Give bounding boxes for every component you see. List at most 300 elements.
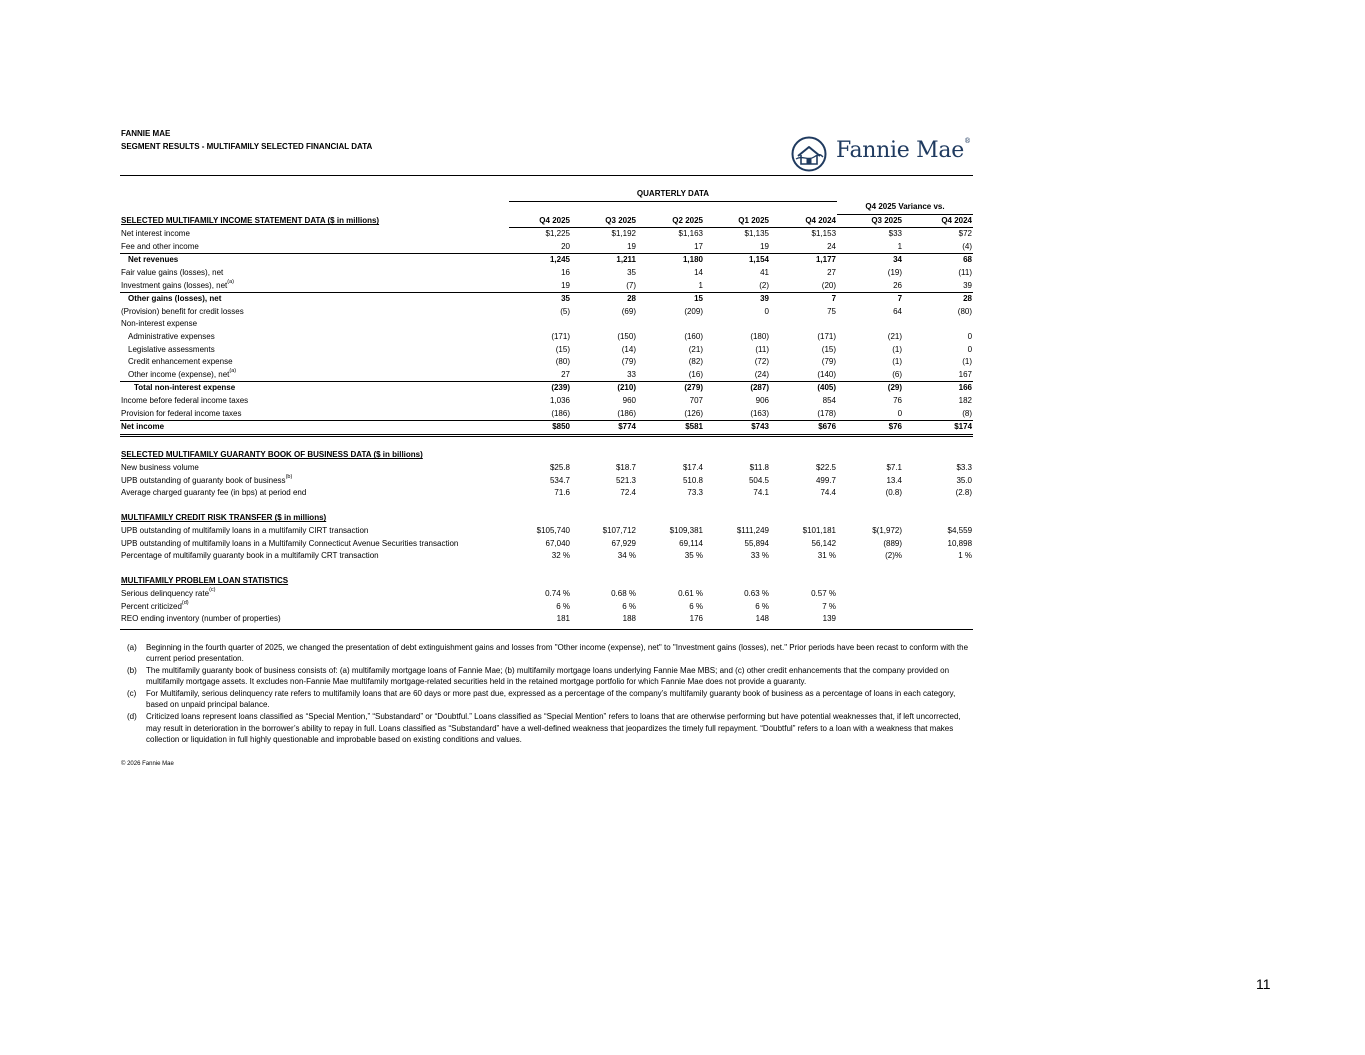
- quarterly-data-label: QUARTERLY DATA: [509, 188, 837, 201]
- table-row: [120, 588, 973, 601]
- row-value: $33: [888, 229, 903, 239]
- row-value: [637, 318, 704, 331]
- row-value: (72): [754, 357, 769, 367]
- row-value: 1,180: [682, 255, 703, 265]
- row-label: [120, 241, 509, 254]
- row-value: (80): [957, 306, 973, 316]
- table-row: [120, 601, 973, 614]
- row-label: [120, 475, 509, 488]
- spacer-cell: [120, 435, 973, 449]
- row-label-text: UPB outstanding of multifamily loans in a Multifamily Connecticut Avenue Securities transaction: [121, 538, 459, 548]
- row-value: 72.4: [620, 488, 636, 498]
- row-value: (14): [621, 344, 636, 354]
- row-label-text: Non-interest expense: [121, 319, 198, 329]
- row-value: 27: [827, 268, 837, 278]
- row-value: 521.3: [615, 475, 636, 485]
- column-header: Q1 2025: [704, 214, 770, 228]
- row-value: (171): [817, 332, 837, 342]
- row-value: 35: [627, 268, 636, 278]
- footnote-c: (c) For Multifamily, serious delinquency rate refers to multifamily loans that are 60 days or more past due, expressed as a percentage of the company’s multifamily guaranty book of business as a percentage of loans in each category, based on unpaid principal balance.: [127, 689, 956, 710]
- row-value: 7 %: [822, 601, 837, 611]
- row-value: 74.1: [753, 488, 769, 498]
- row-label-text: Administrative expenses: [128, 332, 215, 342]
- row-value: 1,211: [616, 255, 636, 265]
- row-label: [120, 369, 509, 382]
- row-value: [903, 318, 973, 331]
- row-label: [120, 267, 509, 280]
- row-value: 26: [837, 280, 903, 293]
- column-header: Q4 2024: [903, 214, 973, 228]
- row-value: 16: [561, 268, 570, 278]
- row-value: $1,225: [545, 229, 570, 239]
- row-value: $774: [571, 421, 637, 436]
- row-value: 1,154: [748, 255, 769, 265]
- row-value: 534.7: [549, 475, 570, 485]
- table-row: [120, 613, 973, 626]
- table-row: [120, 241, 973, 254]
- row-value: 41: [760, 268, 769, 278]
- column-header-row: [120, 214, 973, 228]
- table-row: [120, 254, 973, 267]
- row-label-text: REO ending inventory (number of properties): [121, 614, 281, 624]
- row-value: 71.6: [554, 488, 570, 498]
- row-value: 13.4: [886, 475, 903, 485]
- row-value: [903, 588, 973, 601]
- row-value: (21): [688, 344, 703, 354]
- header-row-variance: [120, 201, 973, 214]
- row-value: 0: [764, 306, 769, 316]
- page-number: 11: [1256, 976, 1271, 992]
- footnote-ref: (d): [181, 599, 189, 606]
- row-value: 33 %: [750, 551, 769, 561]
- row-label: [120, 306, 509, 319]
- row-value: [903, 613, 973, 626]
- row-value: $105,740: [536, 525, 570, 535]
- row-value: $7.1: [886, 462, 903, 472]
- row-value: [770, 318, 837, 331]
- row-value: [837, 613, 903, 626]
- bottom-divider: [120, 629, 973, 630]
- crt-section-title: MULTIFAMILY CREDIT RISK TRANSFER ($ in millions): [121, 513, 327, 523]
- row-value: 0.63 %: [744, 588, 769, 598]
- table-row: [120, 382, 973, 395]
- row-label-text: Credit enhancement expense: [128, 357, 233, 367]
- table-row: [120, 280, 973, 293]
- row-value: (889): [883, 538, 903, 548]
- row-label-text: UPB outstanding of guaranty book of business: [121, 475, 286, 485]
- row-value: 75: [827, 306, 837, 316]
- row-label-text: Net interest income: [121, 229, 190, 239]
- row-label: [120, 421, 509, 436]
- table-row: [120, 525, 973, 538]
- row-value: (11): [755, 344, 769, 354]
- logo-text: Fannie Mae: [836, 138, 964, 163]
- table-row: [120, 408, 973, 421]
- table-row: [120, 356, 973, 369]
- row-label-text: Income before federal income taxes: [121, 396, 249, 405]
- row-value: 28: [963, 294, 973, 304]
- row-value: 1,245: [549, 255, 570, 265]
- row-value: $76: [837, 421, 903, 436]
- spacer-row: [120, 435, 973, 449]
- row-label-text: Legislative assessments: [128, 344, 215, 354]
- row-value: $22.5: [815, 462, 837, 472]
- row-value: 1: [837, 241, 903, 254]
- row-value: (15): [821, 344, 837, 354]
- row-label-text: Percentage of multifamily guaranty book in a multifamily CRT transaction: [121, 551, 379, 561]
- row-value: (15): [555, 344, 570, 354]
- row-label: [120, 254, 509, 267]
- row-value: (24): [704, 369, 770, 382]
- table-row: [120, 293, 973, 306]
- row-value: $850: [509, 421, 571, 436]
- row-value: 1,036: [549, 396, 570, 405]
- row-value: (2): [704, 280, 770, 293]
- row-value: 39: [760, 294, 769, 304]
- row-label: [120, 331, 509, 344]
- row-value: (171): [551, 332, 570, 342]
- row-value: 35: [561, 294, 570, 304]
- row-value: 14: [694, 268, 703, 278]
- row-label: [120, 318, 509, 331]
- row-label: [120, 487, 509, 500]
- row-value: 0.68 %: [611, 588, 636, 598]
- row-label-text: Provision for federal income taxes: [121, 408, 242, 418]
- row-value: (4): [903, 241, 973, 254]
- row-value: 1 %: [958, 551, 973, 561]
- row-label: [120, 293, 509, 306]
- row-value: 35.0: [956, 475, 973, 485]
- row-label-text: Other income (expense), net: [128, 369, 230, 379]
- footnote-ref: (a): [227, 279, 235, 285]
- row-value: 6 %: [689, 601, 703, 611]
- row-value: 6 %: [755, 601, 769, 611]
- section-row: [120, 575, 973, 588]
- row-value: [903, 601, 973, 614]
- row-value: $4,559: [947, 525, 973, 535]
- row-value: (1): [892, 344, 903, 354]
- row-value: [837, 601, 903, 614]
- header-row-quarterly: [120, 188, 973, 201]
- row-value: 15: [694, 294, 703, 304]
- row-value: 35 %: [684, 551, 703, 561]
- row-value: (209): [684, 306, 703, 316]
- row-value: 76: [893, 396, 903, 405]
- row-label-text: Other gains (losses), net: [128, 294, 222, 304]
- row-value: 34 %: [617, 551, 636, 561]
- row-value: (163): [704, 408, 770, 421]
- row-value: (186): [571, 408, 637, 421]
- row-value: 510.8: [682, 475, 703, 485]
- row-value: (405): [817, 383, 837, 393]
- row-label: [120, 344, 509, 357]
- row-value: (29): [887, 383, 903, 393]
- row-value: (79): [821, 357, 837, 367]
- top-divider: [120, 175, 973, 176]
- row-value: (20): [770, 280, 837, 293]
- company-name: FANNIE MAE: [121, 129, 171, 138]
- table-row: [120, 421, 973, 436]
- row-value: $174: [903, 421, 973, 436]
- row-value: $25.8: [549, 462, 570, 472]
- row-value: 7: [831, 294, 837, 304]
- row-value: 19: [704, 241, 770, 254]
- row-value: (19): [887, 268, 903, 278]
- table-row: [120, 538, 973, 551]
- row-value: (287): [750, 383, 769, 393]
- row-value: 17: [637, 241, 704, 254]
- row-label: [120, 280, 509, 293]
- row-label-text: (Provision) benefit for credit losses: [121, 306, 244, 316]
- row-value: $1,135: [744, 229, 769, 239]
- row-value: (150): [617, 332, 636, 342]
- row-value: 166: [958, 383, 973, 393]
- header-blank: [120, 188, 509, 201]
- row-value: 0.74 %: [545, 588, 570, 598]
- row-value: (210): [617, 383, 636, 393]
- table-row: [120, 228, 973, 241]
- row-label: [120, 538, 509, 551]
- row-value: 0: [967, 344, 973, 354]
- row-value: (239): [551, 383, 570, 393]
- spacer-row: [120, 500, 973, 513]
- row-label-text: Net revenues: [128, 255, 179, 265]
- row-value: 24: [770, 241, 837, 254]
- row-value: 960: [622, 396, 636, 405]
- row-value: 0: [967, 332, 973, 342]
- row-value: $(1,972): [872, 525, 903, 535]
- row-value: 707: [689, 396, 703, 405]
- row-value: 10,898: [947, 538, 973, 548]
- spacer-cell: [120, 563, 973, 576]
- fannie-mae-logo: [790, 135, 980, 173]
- guaranty-section-title: SELECTED MULTIFAMILY GUARANTY BOOK OF BUSINESS DATA ($ in billions): [121, 450, 423, 460]
- row-value: 64: [893, 306, 903, 316]
- row-value: 28: [627, 294, 636, 304]
- row-value: (279): [684, 383, 703, 393]
- row-value: 6 %: [556, 601, 570, 611]
- row-value: 34: [893, 255, 903, 265]
- row-value: (16): [637, 369, 704, 382]
- table-row: [120, 369, 973, 382]
- row-value: (140): [770, 369, 837, 382]
- row-value: (7): [571, 280, 637, 293]
- row-value: (8): [903, 408, 973, 421]
- table-row: [120, 487, 973, 500]
- row-value: (160): [684, 332, 703, 342]
- column-header: Q3 2025: [837, 214, 903, 228]
- row-label-text: UPB outstanding of multifamily loans in a multifamily CIRT transaction: [121, 525, 369, 535]
- row-value: 19: [509, 280, 571, 293]
- row-value: [704, 318, 770, 331]
- spacer-cell: [120, 500, 973, 513]
- problem-loan-section-title: MULTIFAMILY PROBLEM LOAN STATISTICS: [121, 576, 289, 586]
- row-label-text: Net income: [121, 422, 165, 432]
- row-value: 31 %: [817, 551, 837, 561]
- registered-mark: ®: [963, 136, 971, 145]
- row-value: (178): [770, 408, 837, 421]
- table-row: [120, 331, 973, 344]
- row-value: (0.8): [885, 488, 903, 498]
- row-value: 39: [903, 280, 973, 293]
- table-row: [120, 344, 973, 357]
- row-value: 55,894: [744, 538, 769, 548]
- row-value: $1,153: [811, 229, 837, 239]
- row-value: 182: [958, 396, 973, 405]
- row-value: $11.8: [749, 462, 769, 472]
- row-label-text: New business volume: [121, 462, 199, 472]
- row-value: (1): [962, 357, 973, 367]
- row-value: 0: [837, 408, 903, 421]
- spacer-row: [120, 563, 973, 576]
- column-header: Q3 2025: [571, 214, 637, 228]
- row-value: 27: [509, 369, 571, 382]
- row-value: $109,381: [669, 525, 703, 535]
- row-value: (21): [887, 332, 903, 342]
- row-value: 1,177: [815, 255, 837, 265]
- row-label: [120, 601, 509, 614]
- row-value: 148: [755, 614, 769, 624]
- table-row: [120, 462, 973, 475]
- row-value: $17.4: [682, 462, 703, 472]
- row-value: 73.3: [687, 488, 703, 498]
- report-title: SEGMENT RESULTS - MULTIFAMILY SELECTED FINANCIAL DATA: [121, 142, 373, 151]
- footnote-ref: (a): [229, 368, 237, 375]
- row-value: [571, 318, 637, 331]
- table-row: [120, 318, 973, 331]
- row-value: (180): [750, 332, 769, 342]
- financial-data-table: [120, 188, 973, 626]
- row-label-text: Serious delinquency rate: [121, 588, 210, 598]
- row-value: 906: [755, 396, 769, 405]
- row-value: 176: [689, 614, 703, 624]
- row-value: (186): [509, 408, 571, 421]
- row-label: [120, 550, 509, 563]
- row-value: $18.7: [615, 462, 636, 472]
- row-label: [120, 462, 509, 475]
- row-value: (79): [621, 357, 636, 367]
- row-value: (126): [637, 408, 704, 421]
- column-header: Q4 2024: [770, 214, 837, 228]
- row-value: 32 %: [551, 551, 570, 561]
- row-value: $107,712: [602, 525, 636, 535]
- row-value: (1): [892, 357, 903, 367]
- row-value: 0.61 %: [678, 588, 703, 598]
- row-value: 181: [556, 614, 570, 624]
- income-section-title: SELECTED MULTIFAMILY INCOME STATEMENT DATA ($ in millions): [121, 216, 380, 226]
- header-blank: [120, 201, 837, 214]
- row-label: [120, 408, 509, 421]
- row-value: (80): [555, 357, 570, 367]
- report-header: [121, 127, 372, 153]
- section-row: [120, 449, 973, 462]
- row-label: [120, 588, 509, 601]
- row-label-text: Fair value gains (losses), net: [121, 268, 224, 278]
- table-row: [120, 395, 973, 408]
- row-value: 20: [509, 241, 571, 254]
- row-value: 68: [963, 255, 973, 265]
- row-value: 7: [897, 294, 903, 304]
- row-value: 167: [903, 369, 973, 382]
- row-value: 6 %: [622, 601, 636, 611]
- row-value: (6): [837, 369, 903, 382]
- row-value: 1: [637, 280, 704, 293]
- row-label: [120, 395, 509, 408]
- row-value: [837, 588, 903, 601]
- row-value: $3.3: [956, 462, 973, 472]
- row-value: 56,142: [811, 538, 837, 548]
- footnote-b: (b) The multifamily guaranty book of business consists of: (a) multifamily mortgage loans of Fannie Mae; (b) multifamily mortgage loans underlying Fannie Mae MBS; and (c) other credit enhancements that the company provided on multifamily mortgage assets. It excludes non-Fannie Mae multifamily mortgage-related securities held in the retained mortgage portfolio for which Fannie Mae does not provide a guaranty.: [127, 666, 950, 687]
- row-value: $676: [770, 421, 837, 436]
- row-value: 0.57 %: [811, 588, 837, 598]
- row-value: (82): [688, 357, 703, 367]
- row-value: 67,040: [545, 538, 570, 548]
- row-value: $111,249: [736, 525, 769, 535]
- row-value: (11): [958, 268, 973, 278]
- row-label-text: Percent criticized: [121, 601, 182, 611]
- row-value: 139: [822, 614, 837, 624]
- row-label-text: Investment gains (losses), net: [121, 280, 228, 290]
- row-value: [509, 318, 571, 331]
- row-value: 504.5: [748, 475, 769, 485]
- header-blank: [837, 188, 973, 201]
- row-value: $1,192: [611, 229, 636, 239]
- table-row: [120, 475, 973, 488]
- row-value: $581: [637, 421, 704, 436]
- table-row: [120, 550, 973, 563]
- row-label: [120, 613, 509, 626]
- row-label-text: Average charged guaranty fee (in bps) at period end: [121, 488, 307, 498]
- row-value: 854: [822, 396, 837, 405]
- footnote-a: (a) Beginning in the fourth quarter of 2025, we changed the presentation of debt extinguishment gains and losses from "Other income (expense), net" to "Investment gains (losses), net." Prior periods have been recast to conform with the current period presentation.: [127, 643, 969, 664]
- column-header: Q4 2025: [509, 214, 571, 228]
- table-row: [120, 267, 973, 280]
- row-label: [120, 228, 509, 241]
- row-value: 499.7: [815, 475, 837, 485]
- row-value: $1,163: [678, 229, 703, 239]
- row-value: 33: [571, 369, 637, 382]
- row-value: (69): [621, 306, 636, 316]
- row-value: (2.8): [955, 488, 973, 498]
- row-value: (5): [560, 306, 570, 316]
- table-row: [120, 306, 973, 319]
- footnote-ref: (c): [209, 587, 216, 594]
- row-value: (2)%: [885, 551, 903, 561]
- row-value: 74.4: [820, 488, 837, 498]
- footnote-d: (d) Criticized loans represent loans classified as “Special Mention,” “Substandard” or “Doubtful.” Loans classified as “Special Mention” refers to loans that are otherwise performing but have potential weaknesses that, if left uncorrected, may result in deterioration in the borrower’s ability to repay in full. Loans classified as “Substandard” have a well-defined weakness that jeopardizes the timely full repayment. “Doubtful” refers to a loan with a weakness that makes collection or liquidation in full highly questionable and improbable based on existing conditions and values.: [127, 712, 961, 744]
- footnote-ref: (b): [285, 473, 293, 480]
- row-value: $101,181: [802, 525, 837, 535]
- copyright: © 2026 Fannie Mae: [121, 761, 174, 767]
- row-value: $72: [958, 229, 973, 239]
- variance-label: Q4 2025 Variance vs.: [837, 201, 973, 214]
- row-label: [120, 356, 509, 369]
- row-label: [120, 525, 509, 538]
- house-emblem-icon: [790, 135, 828, 173]
- footnotes: [127, 642, 973, 746]
- row-value: 19: [571, 241, 637, 254]
- section-row: [120, 512, 973, 525]
- row-value: 69,114: [679, 538, 703, 548]
- row-value: 188: [622, 614, 636, 624]
- row-value: $743: [704, 421, 770, 436]
- row-label-text: Fee and other income: [121, 241, 199, 251]
- row-value: [837, 318, 903, 331]
- row-value: 67,929: [611, 538, 636, 548]
- column-header: Q2 2025: [637, 214, 704, 228]
- row-label-text: Total non-interest expense: [134, 383, 236, 393]
- row-label: [120, 382, 509, 395]
